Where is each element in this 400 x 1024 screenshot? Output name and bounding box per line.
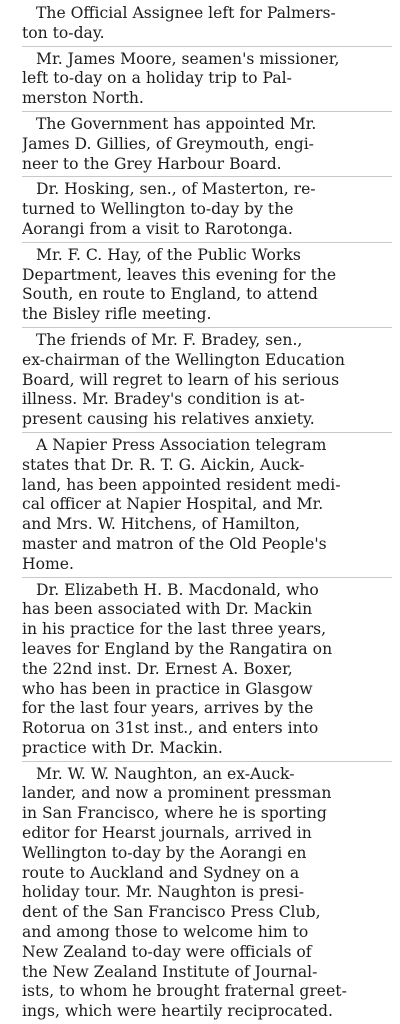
text-line: ex-chairman of the Wellington Education bbox=[22, 350, 345, 369]
text-line: South, en route to England, to attend bbox=[22, 285, 318, 304]
text-line: has been associated with Dr. Mackin bbox=[22, 600, 313, 619]
text-line: cal officer at Napier Hospital, and Mr. bbox=[22, 495, 324, 514]
text-line: land, has been appointed resident medi- bbox=[22, 475, 341, 494]
text-line: in San Francisco, where he is sporting bbox=[22, 804, 327, 823]
text-line: ists, to whom he brought fraternal greet- bbox=[22, 982, 347, 1001]
text-line: neer to the Grey Harbour Board. bbox=[22, 154, 282, 173]
text-line: holiday tour. Mr. Naughton is presi- bbox=[22, 883, 304, 902]
text-line: the Bisley rifle meeting. bbox=[22, 305, 212, 324]
text-line: The Official Assignee left for Palmers- bbox=[36, 4, 336, 22]
text-line: Dr. Hosking, sen., of Masterton, re- bbox=[36, 180, 316, 199]
text-line: route to Auckland and Sydney on a bbox=[22, 863, 300, 882]
text-line: A Napier Press Association telegram bbox=[36, 435, 327, 454]
text-line: Home. bbox=[22, 554, 74, 573]
text-line: The Government has appointed Mr. bbox=[36, 114, 317, 133]
text-line: leaves for England by the Rangatira on bbox=[22, 639, 333, 658]
text-line: for the last four years, arrives by the bbox=[22, 699, 314, 718]
text-line: Board, will regret to learn of his serious bbox=[22, 370, 340, 389]
text-line: and Mrs. W. Hitchens, of Hamilton, bbox=[22, 515, 301, 534]
news-item-ww-naughton bbox=[22, 765, 392, 1024]
news-item-james-moore bbox=[22, 50, 392, 112]
text-line: who has been in practice in Glasgow bbox=[22, 679, 313, 698]
news-item-dr-hosking bbox=[22, 180, 392, 242]
text-line: James D. Gillies, of Greymouth, engi- bbox=[22, 134, 314, 153]
text-line: the New Zealand Institute of Journal- bbox=[22, 962, 318, 981]
text-line: in his practice for the last three years, bbox=[22, 620, 327, 639]
text-line: illness. Mr. Bradey's condition is at- bbox=[22, 390, 305, 409]
text-line: the 22nd inst. Dr. Ernest A. Boxer, bbox=[22, 659, 293, 678]
text-line: lander, and now a prominent pressman bbox=[22, 784, 332, 803]
text-line: editor for Hearst journals, arrived in bbox=[22, 824, 312, 843]
text-line: left to-day on a holiday trip to Pal- bbox=[22, 69, 292, 88]
news-item-fc-hay bbox=[22, 246, 392, 328]
text-line: Department, leaves this evening for the bbox=[22, 265, 337, 284]
text-line: turned to Wellington to-day by the bbox=[22, 200, 294, 219]
text-line: states that Dr. R. T. G. Aickin, Auck- bbox=[22, 455, 305, 474]
news-item-gillies-appointment bbox=[22, 115, 392, 177]
news-item-napier-telegram bbox=[22, 436, 392, 578]
text-line: present causing his relatives anxiety. bbox=[22, 410, 315, 429]
text-line: Rotorua on 31st inst., and enters into bbox=[22, 719, 319, 738]
text-line: and among those to welcome him to bbox=[22, 923, 309, 942]
text-line: Dr. Elizabeth H. B. Macdonald, who bbox=[36, 580, 319, 599]
text-line: merston North. bbox=[22, 89, 144, 108]
text-line: Mr. W. W. Naughton, an ex-Auck- bbox=[36, 764, 295, 783]
text-line: New Zealand to-day were officials of bbox=[22, 942, 312, 961]
text-line: The friends of Mr. F. Bradey, sen., bbox=[36, 330, 303, 349]
text-line: Wellington to-day by the Aorangi en bbox=[22, 843, 307, 862]
text-line: master and matron of the Old People's bbox=[22, 534, 327, 553]
news-item-bradey-illness bbox=[22, 331, 392, 433]
text-line: Mr. James Moore, seamen's missioner, bbox=[36, 49, 340, 68]
news-item-official-assignee bbox=[22, 4, 392, 47]
text-line: Aorangi from a visit to Rarotonga. bbox=[22, 219, 293, 238]
news-item-dr-macdonald bbox=[22, 581, 392, 762]
text-line: ings, which were heartily reciprocated. bbox=[22, 1002, 333, 1021]
text-line: practice with Dr. Mackin. bbox=[22, 738, 223, 757]
text-line: Mr. F. C. Hay, of the Public Works bbox=[36, 245, 301, 264]
text-line: ton to-day. bbox=[22, 23, 105, 42]
text-line: dent of the San Francisco Press Club, bbox=[22, 903, 321, 922]
